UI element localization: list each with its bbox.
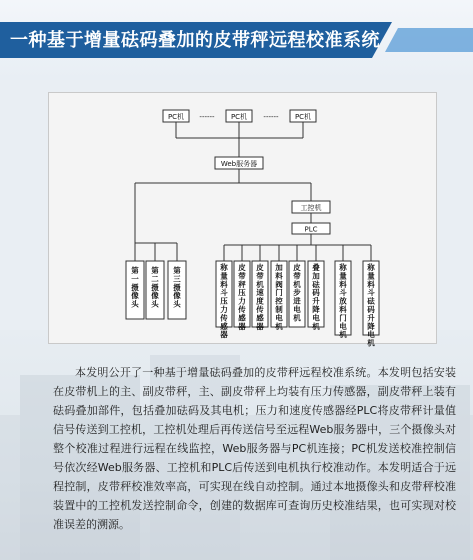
- device-connectors: [224, 234, 371, 261]
- ipc-node: [292, 201, 330, 213]
- camera-label: 第一摄像头: [131, 266, 139, 309]
- svg-text:Web服务器: Web服务器: [220, 160, 258, 168]
- svg-text:PC机: PC机: [167, 113, 185, 121]
- device-label: 称量料斗压力传感器: [220, 263, 228, 340]
- device-label: 称量料斗放料门电机: [339, 263, 347, 340]
- plc-node: [292, 223, 330, 234]
- device-node-1: [216, 261, 232, 339]
- device-node-3: [252, 261, 268, 331]
- pc-connectors: [176, 122, 303, 157]
- device-node-6: [308, 261, 324, 331]
- camera-node-1: [126, 261, 144, 319]
- camera-label: 第三摄像头: [173, 266, 181, 309]
- svg-text:PC机: PC机: [230, 113, 248, 121]
- camera-label: 第二摄像头: [151, 266, 159, 309]
- device-label: 称量料斗砝码升降电机: [367, 263, 375, 348]
- device-label: 加料阀门控制电机: [275, 263, 283, 331]
- page-title: 一种基于增量砝码叠加的皮带秤远程校准系统: [10, 30, 380, 51]
- device-node-2: [234, 261, 250, 331]
- device-label: 皮带机步进电机: [293, 263, 301, 323]
- svg-text:PLC: PLC: [304, 225, 318, 234]
- device-label: 皮带秤压力传感器: [238, 263, 246, 331]
- device-node-5: [289, 261, 305, 327]
- device-node-4: [271, 261, 287, 331]
- camera-connectors: [135, 169, 239, 263]
- ipc-connector: [239, 183, 311, 201]
- pc-link-dash-1: ------: [199, 113, 215, 121]
- camera-node-2: [146, 261, 164, 319]
- device-label: 叠加砝码升降电机: [312, 263, 320, 331]
- system-diagram: [48, 92, 437, 348]
- camera-node-3: [168, 261, 186, 319]
- device-node-7: [335, 261, 351, 339]
- device-label: 皮带机速度传感器: [256, 263, 264, 331]
- svg-text:PC机: PC机: [294, 113, 312, 121]
- pc-node-2: [226, 110, 252, 122]
- pc-link-dash-2: ------: [263, 113, 279, 121]
- description-paragraph: 本发明公开了一种基于增量砝码叠加的皮带秤远程校准系统。本发明包括安装在皮带机上的主、副皮带秤，主、副皮带秤上均装有压力传感器，副皮带秤上装有砝码叠加部件，包括叠加砝码及其电机；压力和速度传感器经PLC将皮带秤计量值信号传送到工控机，工控机处理后再传送信号至远程Web服务器中，三个摄像头对整个校准过程进行远程在线监控，Web服务器与PC机连接；PC机发送校准控制信号依次经Web服务器、工控机和PLC后传送到电机执行校准动作。本发明适合于远程控制，皮带秤校准效率高，可实现在线自动控制。通过本地摄像头和皮带秤校准装置中的工控机发送控制命令，创建的数据库可查询历史校准结果，也可实现对校准误差的溯源。: [53, 366, 456, 531]
- system-diagram-svg: [49, 93, 436, 348]
- svg-text:工控机: 工控机: [300, 204, 322, 212]
- pc-node-3: [290, 110, 316, 122]
- web-server-node: [215, 157, 263, 169]
- device-node-8: [363, 261, 379, 348]
- pc-node-1: [163, 110, 189, 122]
